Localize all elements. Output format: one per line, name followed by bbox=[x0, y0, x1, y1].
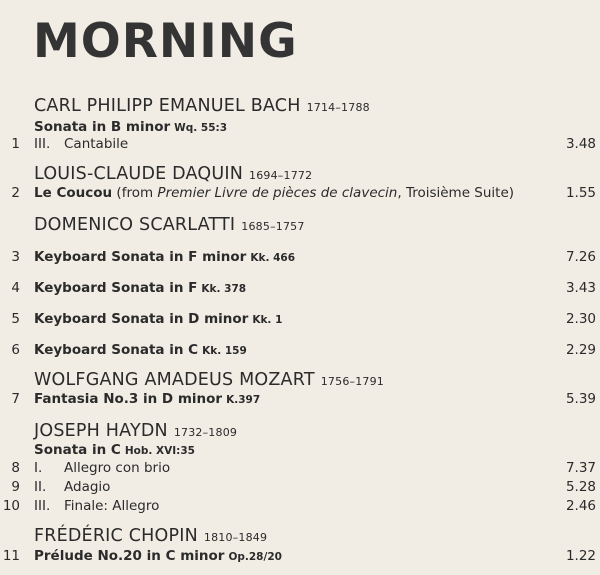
collection-title: Premier Livre de pièces de clavecin bbox=[157, 185, 398, 201]
track-duration: 3.43 bbox=[565, 280, 596, 296]
work-name: Le Coucou bbox=[34, 185, 113, 201]
movement-title: Adagio bbox=[64, 479, 111, 495]
movement-number: I. bbox=[34, 460, 43, 476]
track-title bbox=[34, 342, 247, 358]
track-number: 5 bbox=[11, 311, 20, 327]
track-number: 8 bbox=[11, 460, 20, 476]
catalogue-number: Hob. XVI:35 bbox=[124, 445, 195, 457]
catalogue-number: Kk. 378 bbox=[201, 283, 247, 295]
track-row bbox=[0, 342, 600, 360]
work-name: Keyboard Sonata in D minor bbox=[34, 311, 249, 327]
composer-heading bbox=[34, 164, 312, 184]
composer-heading bbox=[34, 370, 384, 390]
work-name: Sonata in C bbox=[34, 442, 121, 458]
track-duration: 2.46 bbox=[565, 498, 596, 514]
track-number: 6 bbox=[11, 342, 20, 358]
catalogue-number: Kk. 1 bbox=[252, 314, 283, 326]
composer-years: 1810–1849 bbox=[203, 531, 268, 544]
movement-title: Finale: Allegro bbox=[64, 498, 160, 514]
track-number: 7 bbox=[11, 391, 20, 407]
title-suffix: , Troisième Suite) bbox=[397, 185, 515, 201]
composer-years: 1694–1772 bbox=[249, 169, 313, 182]
track-row bbox=[0, 548, 600, 566]
composer-name: LOUIS-CLAUDE DAQUIN bbox=[34, 164, 244, 184]
track-title bbox=[34, 548, 282, 564]
composer-name: JOSEPH HAYDN bbox=[34, 421, 168, 441]
movement-title: Cantabile bbox=[64, 136, 129, 152]
work-title bbox=[34, 442, 195, 458]
movement-number: II. bbox=[34, 479, 47, 495]
track-duration: 1.55 bbox=[565, 185, 596, 201]
track-number: 4 bbox=[11, 280, 20, 296]
track-duration: 2.29 bbox=[565, 342, 596, 358]
composer-years: 1714–1788 bbox=[306, 101, 370, 114]
track-number: 10 bbox=[2, 498, 20, 514]
composer-years: 1685–1757 bbox=[241, 220, 305, 233]
composer-heading bbox=[34, 96, 370, 116]
movement-number: III. bbox=[34, 136, 51, 152]
track-title bbox=[34, 311, 282, 327]
track-duration: 7.37 bbox=[565, 460, 596, 476]
composer-years: 1732–1809 bbox=[173, 426, 238, 439]
track-duration: 2.30 bbox=[565, 311, 596, 327]
composer-name: DOMENICO SCARLATTI bbox=[34, 215, 236, 235]
composer-name: WOLFGANG AMADEUS MOZART bbox=[34, 370, 315, 390]
movement-title: Allegro con brio bbox=[64, 460, 171, 476]
work-name: Prélude No.20 in C minor bbox=[34, 548, 225, 564]
track-number: 3 bbox=[11, 249, 20, 265]
track-title bbox=[34, 249, 295, 265]
track-row bbox=[0, 280, 600, 298]
track-row bbox=[0, 391, 600, 409]
composer-heading bbox=[34, 526, 267, 546]
track-number: 2 bbox=[11, 185, 20, 201]
track-number: 9 bbox=[11, 479, 20, 495]
track-row bbox=[0, 249, 600, 267]
catalogue-number: Op.28/20 bbox=[228, 551, 282, 563]
track-row bbox=[0, 311, 600, 329]
track-duration: 5.28 bbox=[565, 479, 596, 495]
composer-name: CARL PHILIPP EMANUEL BACH bbox=[34, 96, 301, 116]
track-number: 1 bbox=[11, 136, 20, 152]
composer-heading bbox=[34, 421, 237, 441]
work-name: Keyboard Sonata in C bbox=[34, 342, 199, 358]
track-title bbox=[34, 391, 260, 407]
work-name: Sonata in B minor bbox=[34, 119, 171, 135]
track-row bbox=[0, 460, 600, 478]
track-duration: 3.48 bbox=[565, 136, 596, 152]
track-title bbox=[34, 185, 514, 201]
work-title bbox=[34, 119, 227, 135]
track-duration: 7.26 bbox=[565, 249, 596, 265]
composer-name: FRÉDÉRIC CHOPIN bbox=[34, 526, 198, 546]
track-row bbox=[0, 185, 600, 203]
title-prefix: (from bbox=[112, 185, 158, 201]
page-title: MORNING bbox=[33, 14, 298, 69]
work-name: Keyboard Sonata in F minor bbox=[34, 249, 247, 265]
catalogue-number: K.397 bbox=[226, 394, 261, 406]
catalogue-number: Wq. 55:3 bbox=[174, 122, 228, 134]
track-number: 11 bbox=[2, 548, 20, 564]
track-row bbox=[0, 479, 600, 497]
catalogue-number: Kk. 466 bbox=[250, 252, 296, 264]
track-title bbox=[34, 280, 246, 296]
work-name: Fantasia No.3 in D minor bbox=[34, 391, 223, 407]
work-name: Keyboard Sonata in F bbox=[34, 280, 198, 296]
track-row bbox=[0, 498, 600, 516]
track-row bbox=[0, 136, 600, 154]
track-duration: 5.39 bbox=[565, 391, 596, 407]
composer-heading bbox=[34, 215, 305, 235]
movement-number: III. bbox=[34, 498, 51, 514]
track-duration: 1.22 bbox=[565, 548, 596, 564]
composer-years: 1756–1791 bbox=[320, 375, 385, 388]
catalogue-number: Kk. 159 bbox=[202, 345, 247, 357]
